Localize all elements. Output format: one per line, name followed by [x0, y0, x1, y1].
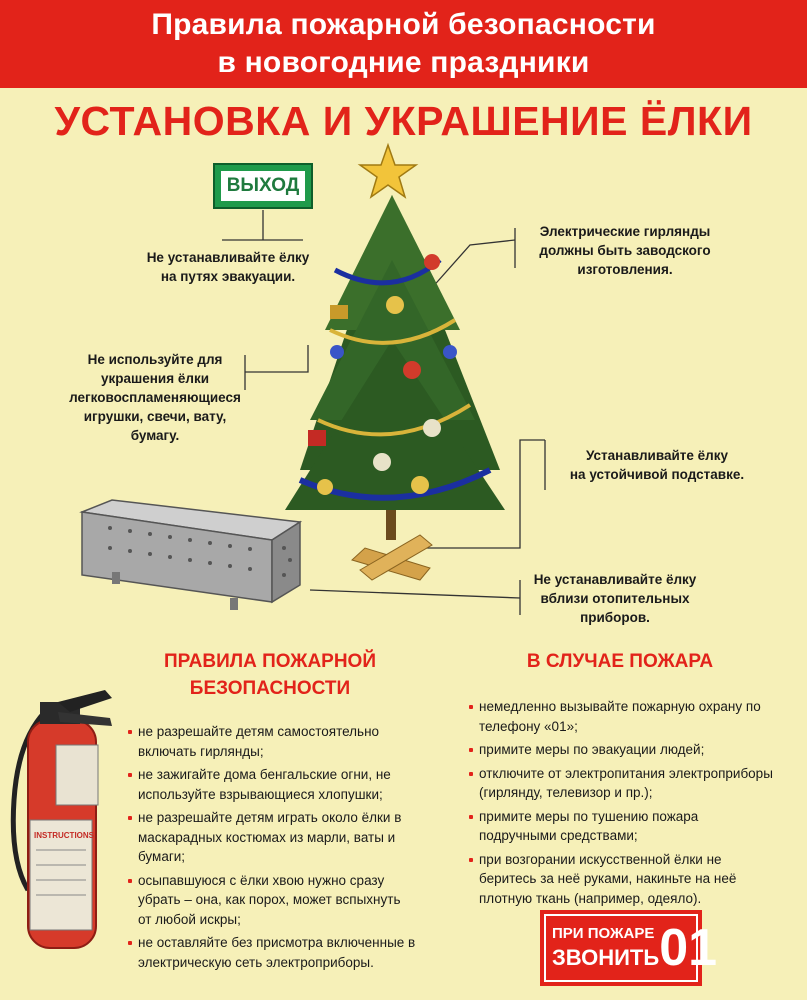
- banner-line-1: Правила пожарной безопасности: [151, 8, 656, 41]
- list-item: не зажигайте дома бенгальские огни, не используйте взрывающиеся хлопушки;: [126, 765, 416, 804]
- callout-decorations-line: Не используйте для: [87, 352, 223, 367]
- emergency-number: 01: [659, 919, 718, 977]
- list-item: отключите от электропитания электроприборы (гирлянду, телевизор и пр.);: [467, 764, 777, 803]
- exit-sign: [213, 163, 313, 209]
- callout-evacuation-line: на путях эвакуации.: [160, 269, 296, 284]
- callout-garlands-line: должны быть заводского: [539, 243, 711, 258]
- in-case-of-fire-list: [467, 697, 777, 912]
- callout-decorations-line: легковоспламеняющиеся: [69, 390, 241, 405]
- callout-decorations-line: бумагу.: [130, 428, 180, 443]
- callout-heaters-line: Не устанавливайте ёлку: [533, 572, 697, 587]
- callout-evacuation-line: Не устанавливайте ёлку: [146, 250, 310, 265]
- fire-section-title: [470, 648, 770, 675]
- callout-stand-line: на устойчивой подставке.: [569, 467, 745, 482]
- callout-garlands-line: изготовления.: [577, 262, 673, 277]
- exit-sign-text: ВЫХОД: [221, 171, 306, 201]
- list-item: немедленно вызывайте пожарную охрану по телефону «01»;: [467, 697, 777, 736]
- callout-decorations: [60, 350, 250, 445]
- list-item: при возгорании искусственной ёлки не беритесь за неё руками, накиньте на неё плотную ткань (например, одеяло).: [467, 850, 777, 909]
- list-item: не разрешайте детям самостоятельно включать гирлянды;: [126, 722, 416, 761]
- callout-stand: [552, 446, 762, 484]
- heater-icon: [82, 500, 300, 610]
- page-heading: УСТАНОВКА И УКРАШЕНИЕ ЁЛКИ: [54, 98, 753, 144]
- list-item: осыпавшуюся с ёлки хвою нужно сразу убрать – она, как порох, может вспыхнуть от любой искры;: [126, 871, 416, 930]
- emergency-line-2: ЗВОНИТЬ: [552, 945, 660, 970]
- callout-stand-line: Устанавливайте ёлку: [586, 448, 728, 463]
- rules-title-line-1: ПРАВИЛА ПОЖАРНОЙ: [164, 651, 376, 672]
- fire-extinguisher-icon: [13, 690, 112, 948]
- rules-title-line-2: БЕЗОПАСНОСТИ: [189, 678, 351, 699]
- callout-heaters-line: приборов.: [580, 610, 650, 625]
- list-item: не оставляйте без присмотра включенные в электрическую сеть электроприборы.: [126, 933, 416, 972]
- emergency-line-1: ПРИ ПОЖАРЕ: [552, 925, 655, 942]
- callout-decorations-line: игрушки, свечи, вату,: [83, 409, 227, 424]
- list-item: не разрешайте детям играть около ёлки в маскарадных костюмах из марли, ваты и бумаги;: [126, 808, 416, 867]
- callout-garlands-line: Электрические гирлянды: [539, 224, 711, 239]
- christmas-tree-icon: [285, 145, 505, 580]
- list-item: примите меры по тушению пожара подручными средствами;: [467, 807, 777, 846]
- fire-safety-rules-list: [126, 722, 416, 976]
- rules-section-title: [130, 648, 410, 702]
- callout-decorations-line: украшения ёлки: [101, 371, 209, 386]
- callout-heaters: [530, 570, 700, 627]
- list-item: примите меры по эвакуации людей;: [467, 740, 777, 760]
- emergency-call-box: [540, 910, 718, 986]
- banner-line-2: в новогодние праздники: [217, 46, 590, 79]
- callout-heaters-line: вблизи отопительных: [540, 591, 690, 606]
- extinguisher-label: INSTRUCTIONS: [34, 831, 94, 840]
- callout-garlands: [520, 222, 730, 279]
- fire-section-title-text: В СЛУЧАЕ ПОЖАРА: [526, 651, 714, 672]
- callout-evacuation: [118, 248, 338, 286]
